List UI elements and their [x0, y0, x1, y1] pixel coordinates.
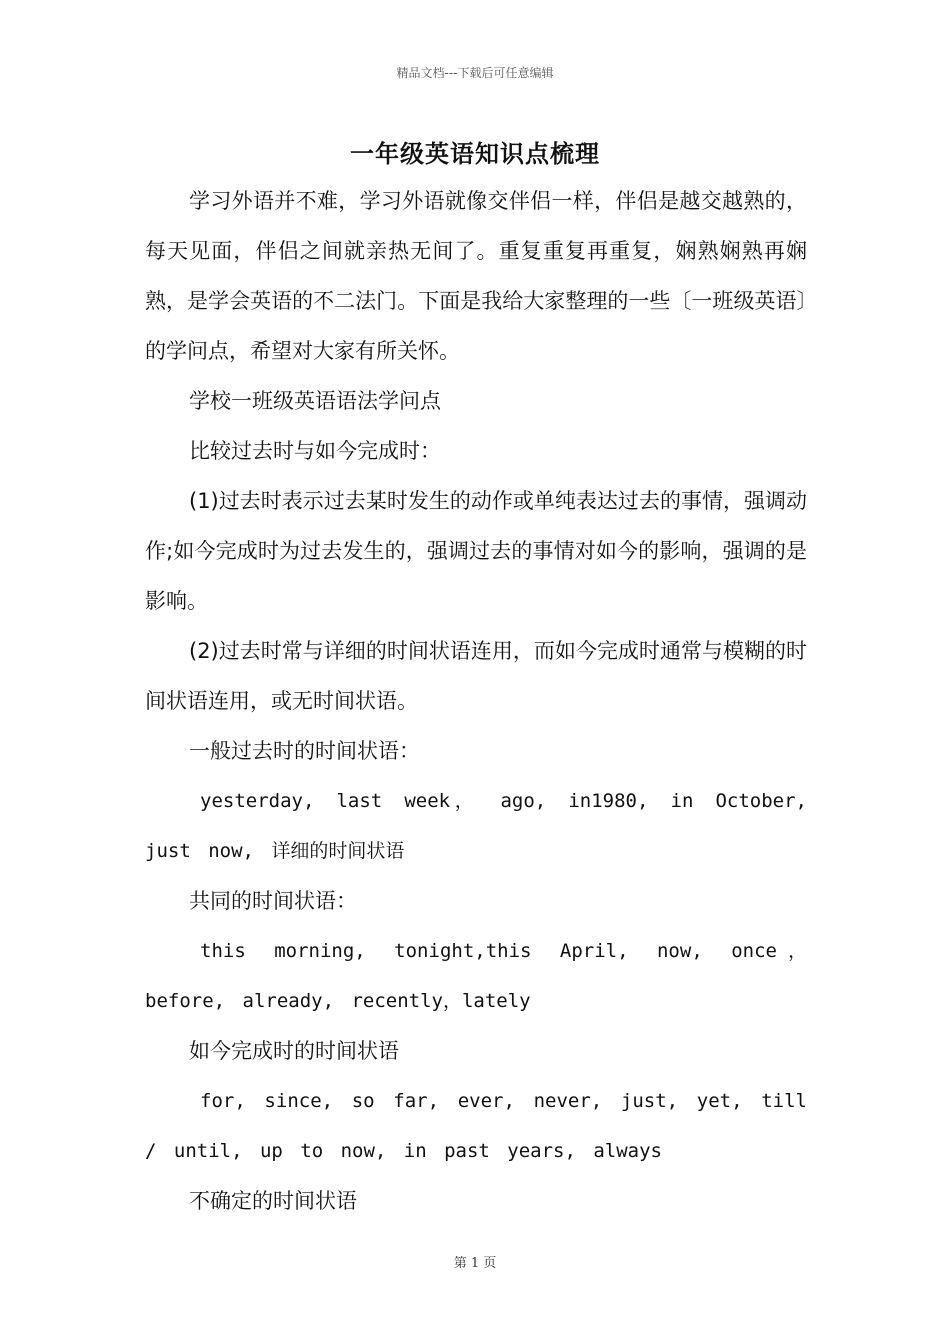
comparison-heading: 比较过去时与如今完成时：: [189, 439, 441, 463]
past-tense-adverbials-list: yesterday, last week， ago, in1980, in October, just now, 详细的时间状语: [145, 790, 807, 862]
common-adverbials-heading: 共同的时间状语：: [189, 889, 357, 913]
common-adverbials-list: this morning, tonight,this April, now, once，before, already, recently，lately: [145, 940, 807, 1012]
page-number: 第 1 页: [453, 1256, 497, 1271]
indefinite-adverbials-heading: 不确定的时间状语: [189, 1189, 357, 1213]
document-body: [145, 176, 807, 1226]
point-two-paragraph: (2)过去时常与详细的时间状语连用，而如今完成时通常与模糊的时间状语连用，或无时间状语。: [145, 639, 807, 713]
document-title: 一年级英语知识点梳理: [350, 140, 600, 168]
present-perfect-adverbials-heading: 如今完成时的时间状语: [189, 1039, 399, 1063]
past-tense-adverbials-heading: 一般过去时的时间状语：: [189, 739, 420, 763]
intro-paragraph: 学习外语并不难，学习外语就像交伴侣一样，伴侣是越交越熟的，每天见面，伴侣之间就亲热无间了。重复重复再重复，娴熟娴熟再娴熟，是学会英语的不二法门。下面是我给大家整理的一些〔一班级英语〕的学问点，希望对大家有所关怀。: [145, 189, 807, 363]
point-one-paragraph: (1)过去时表示过去某时发生的动作或单纯表达过去的事情，强调动作;如今完成时为过去发生的，强调过去的事情对如今的影响，强调的是影响。: [145, 489, 807, 613]
section-heading: 学校一班级英语语法学问点: [189, 389, 441, 413]
page-header: 精品文档---下载后可任意编辑: [396, 66, 554, 80]
present-perfect-adverbials-list: for, since, so far, ever, never, just, yet, till / until, up to now, in past years, always: [145, 1090, 807, 1162]
